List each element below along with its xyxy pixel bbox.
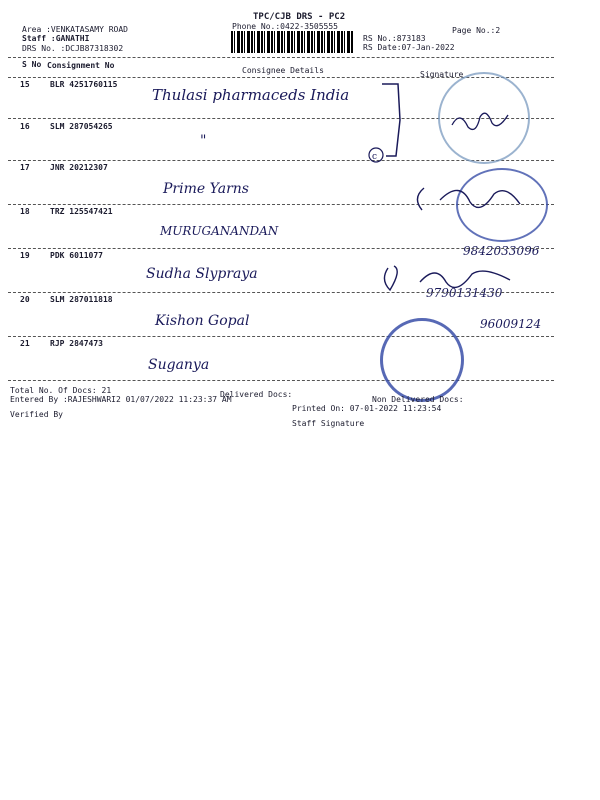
area-label: Area :VENKATASAMY ROAD [22,25,128,34]
signature-scribble [380,262,520,296]
row-consignment: SLM 287011818 [50,295,113,304]
signature-scribble [450,105,510,135]
row-sno: 21 [20,339,30,348]
handwritten-phone: 96009124 [480,317,542,331]
rs-number: RS No.:873183 [363,34,426,43]
col-consignee: Consignee Details [242,66,324,75]
document-title: TPC/CJB DRS - PC2 [253,12,346,22]
col-sno: S No [22,60,42,69]
page-number: Page No.:2 [452,26,501,35]
handwritten-phone: 9790131430 [426,286,503,300]
total-docs: Total No. Of Docs: 21 [10,386,112,395]
row-sno: 20 [20,295,30,304]
india-stamp [380,318,464,402]
row-consignment: SLM 287054265 [50,122,113,131]
divider [8,57,554,58]
svg-text:c: c [372,152,378,162]
handwritten-consignee: Prime Yarns [163,181,249,197]
row-sno: 16 [20,122,30,131]
staff-signature: Staff Signature [292,419,365,428]
divider [8,248,554,249]
barcode [231,31,353,53]
printed-on: Printed On: 07-01-2022 11:23:54 [292,404,442,413]
delivered-docs: Delivered Docs: [220,390,293,399]
divider [8,380,554,381]
circled-c-mark [366,145,386,165]
handwritten-consignee: Kishon Gopal [155,313,250,329]
phone-number: Phone No.:0422-3505555 [232,22,338,31]
verified-by: Verified By [10,410,63,419]
col-signature: Signature [420,70,464,79]
handwritten-consignee: Suganya [148,357,210,373]
handwritten-phone: 9842033096 [463,244,540,258]
handwritten-consignee: Sudha Slypraya [146,266,258,282]
row-consignment: BLR 4251760115 [50,80,118,89]
rs-date: RS Date:07-Jan-2022 [363,43,455,52]
row-consignment: PDK 6011077 [50,251,103,260]
non-delivered-docs: Non Delivered Docs: [372,395,464,404]
handwritten-ditto: " [200,133,207,149]
col-consignment: Consignment No [47,61,115,70]
row-sno: 19 [20,251,30,260]
row-consignment: JNR 20212307 [50,163,108,172]
row-consignment: RJP 2847473 [50,339,103,348]
row-sno: 15 [20,80,30,89]
handwritten-consignee: Thulasi pharmaceds India [152,86,350,104]
row-sno: 17 [20,163,30,172]
handwritten-consignee: MURUGANANDAN [160,224,279,238]
entered-by: Entered By :RAJESHWARI2 01/07/2022 11:23:37 AM [10,395,232,404]
row-sno: 18 [20,207,30,216]
drs-number: DRS No. :DCJB87318302 [22,44,124,53]
row-consignment: TRZ 125547421 [50,207,113,216]
signature-scribble [410,180,530,220]
divider [8,336,554,337]
staff-label: Staff :GANATHI [22,34,90,43]
